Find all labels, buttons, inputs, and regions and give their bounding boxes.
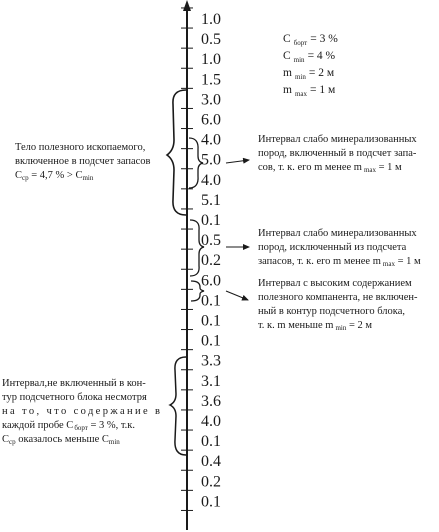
sample-value: 6.0 [201, 272, 221, 290]
interval-included-line-3: сов, т. к. его m менее m max = 1 м [258, 162, 402, 174]
param-m-max: m $_{max}$ = 1 м [283, 84, 336, 98]
interval-excluded-line-2: пород, исключенный из подсчета [258, 242, 407, 253]
sample-values [201, 11, 221, 510]
annotation-interval-excluded [258, 228, 421, 268]
interval-included-line-1: Интервал слабо минерализованных [258, 134, 417, 145]
ore-body-line-1: Тело полезного ископаемого, [15, 142, 146, 153]
sample-value: 6.0 [201, 111, 221, 129]
high-content-arrow [226, 291, 248, 300]
not-included-line-4: каждой пробе Cборт = 3 %, т.к. [2, 420, 136, 432]
ore-body-line-2: включенное в подсчет запасов [15, 156, 151, 167]
sample-value: 0.1 [201, 332, 221, 350]
sample-value: 1.0 [201, 11, 221, 28]
sample-value: 3.3 [201, 352, 221, 370]
sample-value: 5.1 [201, 191, 221, 209]
sample-value: 4.0 [201, 131, 221, 149]
sample-value: 0.1 [201, 433, 221, 451]
high-content-line-4: т. к. m меньше m min = 2 м [258, 320, 373, 332]
sample-value: 4.0 [201, 413, 221, 430]
param-c-bort: C $_{борт}$ = 3 % [283, 33, 338, 47]
sample-value: 0.1 [201, 493, 221, 511]
annotation-not-included [2, 378, 160, 446]
annotation-interval-included [258, 134, 417, 174]
high-content-line-3: ный в контур подсчетного блока, [258, 306, 405, 317]
sample-value: 0.1 [201, 292, 221, 310]
not-included-brace [170, 357, 186, 455]
annotation-ore-body [15, 142, 151, 182]
not-included-line-5: Cср оказалось меньше Cmin [2, 434, 120, 446]
sample-value: 0.5 [201, 232, 221, 250]
sample-value: 0.5 [201, 31, 221, 49]
sample-value: 0.1 [201, 312, 221, 330]
interval-included-line-2: пород, включенный в подсчет запа- [258, 148, 417, 159]
sample-value: 1.5 [201, 71, 221, 89]
sample-value: 0.4 [201, 453, 221, 471]
sample-value: 5.0 [201, 151, 221, 169]
sample-value: 0.1 [201, 212, 221, 229]
interval-excluded-line-1: Интервал слабо минерализованных [258, 228, 417, 239]
ore-body-line-3: Cср = 4,7 % > Cmin [15, 170, 94, 182]
param-c-min: C $_{min}$ = 4 % [283, 50, 336, 64]
parameters-block [283, 33, 338, 98]
interval-excluded-line-3: запасов, т. к. его m менее m max = 1 м [258, 256, 421, 268]
interval-included-arrow [226, 160, 249, 163]
high-content-line-1: Интервал с высоким содержанием [258, 278, 412, 289]
core-axis [181, 0, 193, 530]
sample-value: 1.0 [201, 51, 221, 69]
sample-value: 4.0 [201, 171, 221, 189]
sample-value: 3.1 [201, 372, 221, 390]
annotation-high-content [258, 278, 418, 332]
sample-value: 0.2 [201, 252, 221, 270]
high-content-line-2: полезного компанента, не включен- [258, 292, 418, 303]
axis-arrow-icon [183, 0, 191, 11]
not-included-line-1: Интервал,не включенный в кон- [2, 378, 146, 389]
not-included-line-3: на то, что содержание в [2, 406, 160, 417]
sample-value: 3.0 [201, 91, 221, 109]
sample-value: 3.6 [201, 392, 221, 410]
sample-value: 0.2 [201, 473, 221, 491]
not-included-line-2: тур подсчетного блока несмотря [2, 392, 147, 403]
param-m-min: m $_{min}$ = 2 м [283, 67, 335, 81]
